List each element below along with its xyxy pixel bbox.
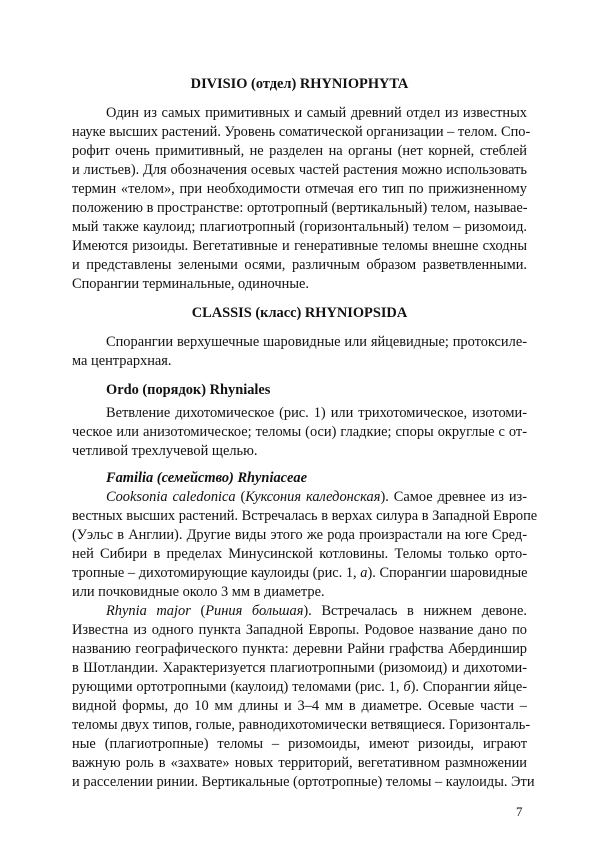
text-line: (Уэльс в Англии). Другие виды этого же рода произрастали на юге Сред-: [72, 527, 527, 543]
division-heading: DIVISIO (отдел) RHYNIOPHYTA: [190, 76, 409, 92]
page-number: 7: [516, 804, 523, 819]
text-line: мый также каулоид; плагиотропный (горизонтальный) телом – ризомоид.: [72, 219, 527, 235]
figure-letter: б: [403, 679, 411, 695]
text-line: ней Сибири в пределах Минусинской котловины. Теломы только орто-: [72, 546, 527, 562]
species-russian-name: Куксония каледонская: [245, 489, 381, 505]
text-line: Известна из одного пункта Западной Европы. Родовое название дано по: [72, 622, 527, 638]
text-line: ческое или анизотомическое; теломы (оси) гладкие; споры округлые с от-: [72, 424, 527, 440]
text-line: теломы двух типов, голые, равнодихотомически ветвящиеся. Горизонталь-: [72, 717, 531, 733]
text-line: Rhynia major (Риния большая). Встречалась в нижнем девоне.: [106, 603, 527, 619]
text-line: ма центрархная.: [72, 353, 172, 369]
text-line: названию географического пункта: деревни Райни графства Абердиншир: [72, 641, 527, 657]
text-line: Cooksonia caledonica (Куксония каледонская). Самое древнее из из-: [106, 489, 528, 505]
species-latin-name: Rhynia major: [106, 603, 191, 619]
text-line: видной формы, до 10 мм длины и 3–4 мм в диаметре. Осевые части –: [72, 698, 527, 714]
text-line: ные (плагиотропные) теломы – ризомоиды, имеют ризоиды, играют: [72, 736, 527, 752]
text-line: и расселении ринии. Вертикальные (ортотропные) теломы – каулоиды. Эти: [72, 774, 535, 790]
text-line: четливой трехлучевой щелью.: [72, 443, 258, 459]
text-line: вестных высших растений. Встречалась в верхах силура в Западной Европе: [72, 508, 538, 524]
figure-letter: а: [360, 565, 368, 581]
text-line: Ветвление дихотомическое (рис. 1) или трихотомическое, изотоми-: [106, 405, 527, 421]
text-line: Спорангии верхушечные шаровидные или яйцевидные; протоксиле-: [106, 334, 527, 350]
text-line: важную роль в «захвате» новых территорий, вегетативном размножении: [72, 755, 527, 771]
text-line: Имеются ризоиды. Вегетативные и генеративные теломы внешне сходны: [72, 238, 527, 254]
text-line: рофит очень примитивный, не разделен на органы (нет корней, стеблей: [72, 143, 527, 159]
class-heading: CLASSIS (класс) RHYNIOPSIDA: [191, 305, 408, 321]
text-line: или почковидные около 3 мм в диаметре.: [72, 584, 325, 600]
order-heading: Ordo (порядок) Rhyniales: [106, 382, 271, 398]
text-line: рующими ортотропными (каулоид) теломами (рис. 1, б). Спорангии яйце-: [72, 679, 528, 695]
text-line: науке высших растений. Уровень соматической организации – телом. Спо-: [72, 124, 531, 140]
species-russian-name: Риния большая: [205, 603, 304, 619]
species-latin-name: Cooksonia caledonica: [106, 489, 236, 505]
family-heading: Familia (семейство) Rhyniaceae: [106, 470, 307, 486]
text-line: и листьев). Для обозначения осевых частей растения можно использовать: [72, 162, 527, 178]
text-line: в Шотландии. Характеризуется плагиотропными (ризомоид) и дихотоми-: [72, 660, 527, 676]
text-line: термин «телом», при необходимости отмечая его тип по прижизненному: [72, 181, 527, 197]
text-line: Один из самых примитивных и самый древний отдел из известных: [106, 105, 527, 121]
text-line: и представлены зелеными осями, различным образом разветвленными.: [72, 257, 527, 273]
text-line: тропные – дихотомирующие каулоиды (рис. 1, а). Спорангии шаровидные: [72, 565, 528, 581]
text-line: Спорангии терминальные, одиночные.: [72, 276, 309, 292]
text-line: положению в пространстве: ортотропный (вертикальный) телом, называе-: [72, 200, 528, 216]
